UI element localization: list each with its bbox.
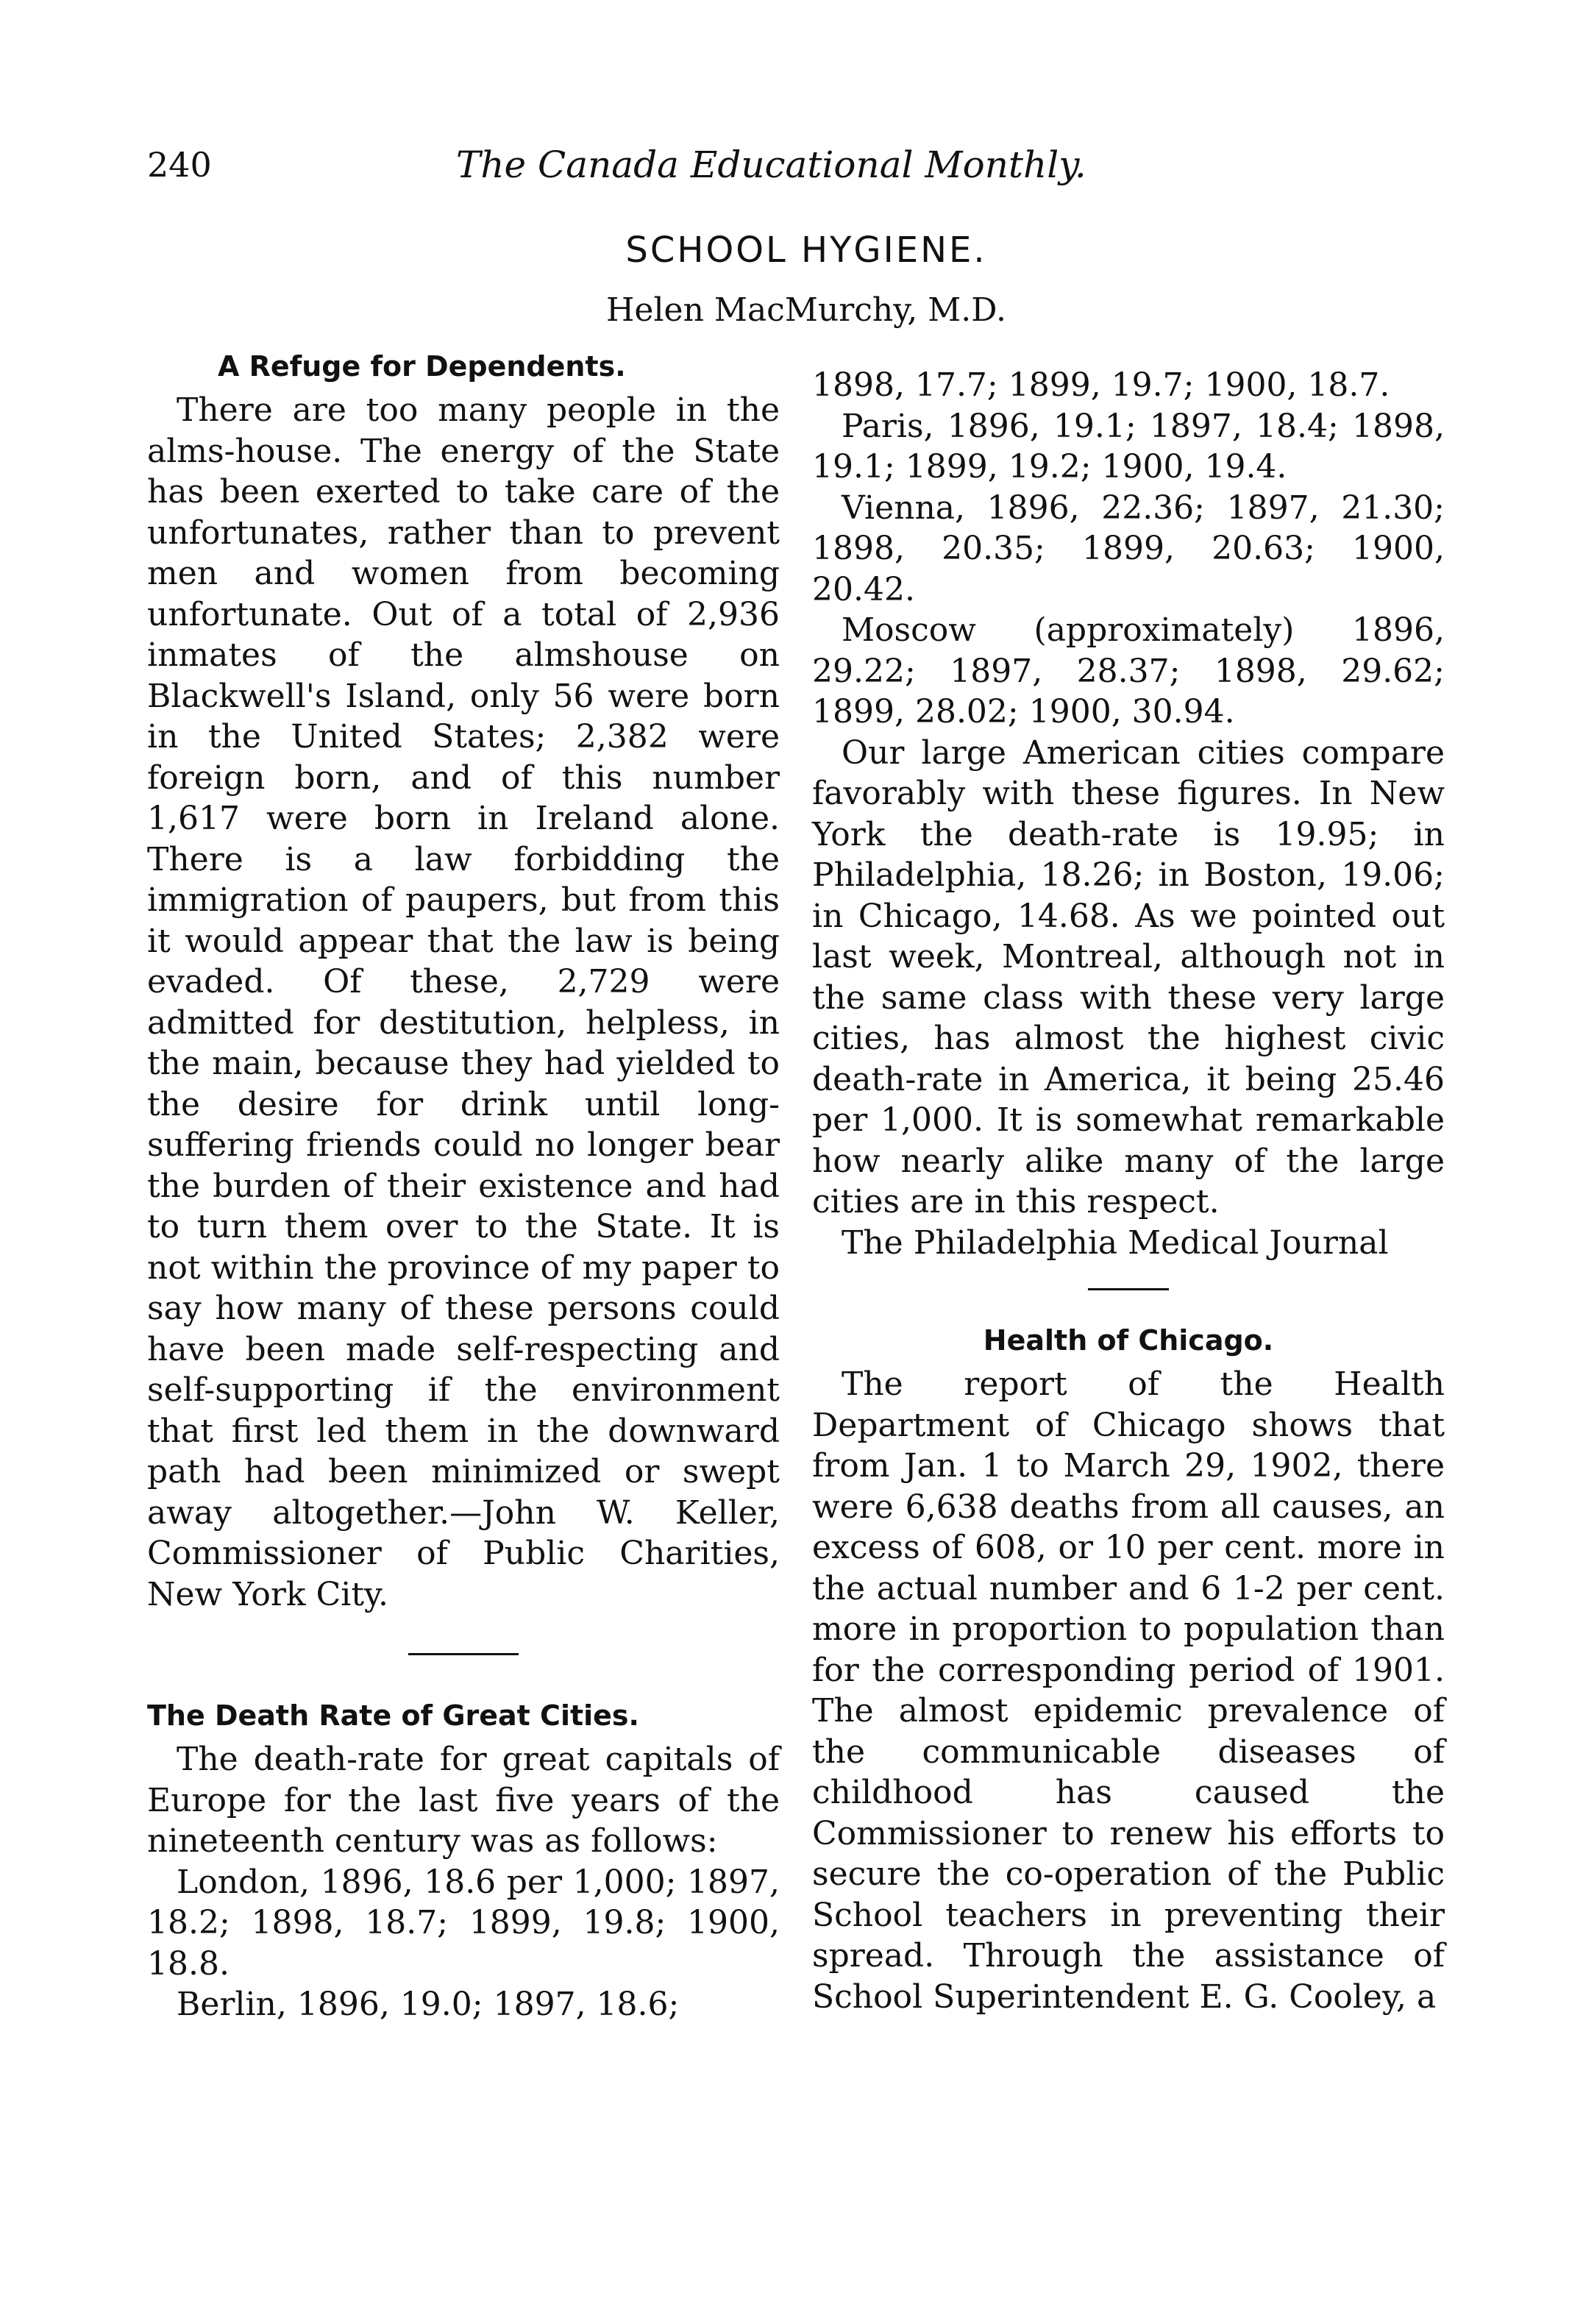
paragraph-moscow: Moscow (approximately) 1896, 29.22; 1897, 28.37; 1898, 29.62; 1899, 28.02; 1900, 30.94. <box>812 611 1445 731</box>
section-heading-chicago: Health of Chicago. <box>983 1324 1274 1357</box>
section-divider <box>1088 1288 1169 1290</box>
paragraph-chicago: The report of the Health Department of Chicago shows that from Jan. 1 to March 29, 1902, there were 6,638 deaths from all causes, an excess of 608, or 10 per cent. more in the actual number and 6 1-2 per cent. more in proportion to population than for the corresponding period of 1901. The almost epidemic prevalence of the communicable diseases of childhood has caused the Commissioner to renew his efforts to secure the co-operation of the Public School teachers in preventing their spread. Through the assistance of School Superintendent E. G. Cooley, a <box>812 1365 1445 2016</box>
section-heading-death-rate: The Death Rate of Great Cities. <box>147 1699 639 1732</box>
paragraph-berlin-end: 1898, 17.7; 1899, 19.7; 1900, 18.7. <box>812 366 1390 404</box>
section-divider <box>408 1653 519 1655</box>
paragraph-comparison: Our large American cities compare favorably with these figures. In New York the death-rate is 19.95; in Philadelphia, 18.26; in Boston, 19.06; in Chicago, 14.68. As we pointed out last week, Montreal, although not in the same class with these very large cities, has almost the highest civic death-rate in America, it being 25.46 per 1,000. It is somewhat remarkable how nearly alike many of the large cities are in this respect. <box>812 733 1445 1220</box>
article-author: Helen MacMurchy, M.D. <box>606 291 1006 329</box>
paragraph-london: London, 1896, 18.6 per 1,000; 1897, 18.2; 1898, 18.7; 1899, 19.8; 1900, 18.8. <box>147 1863 780 1983</box>
section-heading-refuge: A Refuge for Dependents. <box>218 350 626 383</box>
paragraph-berlin-start: Berlin, 1896, 19.0; 1897, 18.6; <box>177 1986 680 2023</box>
source-citation: The Philadelphia Medical Journal <box>842 1223 1389 1262</box>
right-column <box>812 365 1445 2017</box>
running-header <box>147 144 1449 196</box>
paragraph-paris: Paris, 1896, 19.1; 1897, 18.4; 1898, 19.1; 1899, 19.2; 1900, 19.4. <box>812 407 1445 486</box>
article-title: SCHOOL HYGIENE. <box>625 230 987 271</box>
paragraph-refuge: There are too many people in the alms-house. The energy of the State has been exerted to take care of the unfortunates, rather than to prevent men and women from becoming unfortunate. Out of a total of 2,936 inmates of the almshouse on Blackwell's Island, only 56 were born in the United States; 2,382 were foreign born, and of this number 1,617 were born in Ireland alone. There is a law forbidding the immigration of paupers, but from this it would appear that the law is being evaded. Of these, 2,729 were admitted for destitution, helpless, in the main, because they had yielded to the desire for drink until long-suffering friends could no longer bear the burden of their existence and had to turn them over to the State. It is not within the province of my paper to say how many of these persons could have been made self-respecting and self-supporting if the environment that first led them in the downward path had been minimized or swept away altogether.—John W. Keller, Commissioner of Public Charities, New York City. <box>147 391 780 1613</box>
paragraph-death-rate-intro: The death-rate for great capitals of Europe for the last five years of the nineteenth century was as follows: <box>147 1741 780 1860</box>
page-number: 240 <box>147 145 212 185</box>
left-column <box>147 346 780 2025</box>
running-title: The Canada Educational Monthly. <box>456 143 1086 186</box>
paragraph-vienna: Vienna, 1896, 22.36; 1897, 21.30; 1898, 20.35; 1899, 20.63; 1900, 20.42. <box>812 488 1445 608</box>
